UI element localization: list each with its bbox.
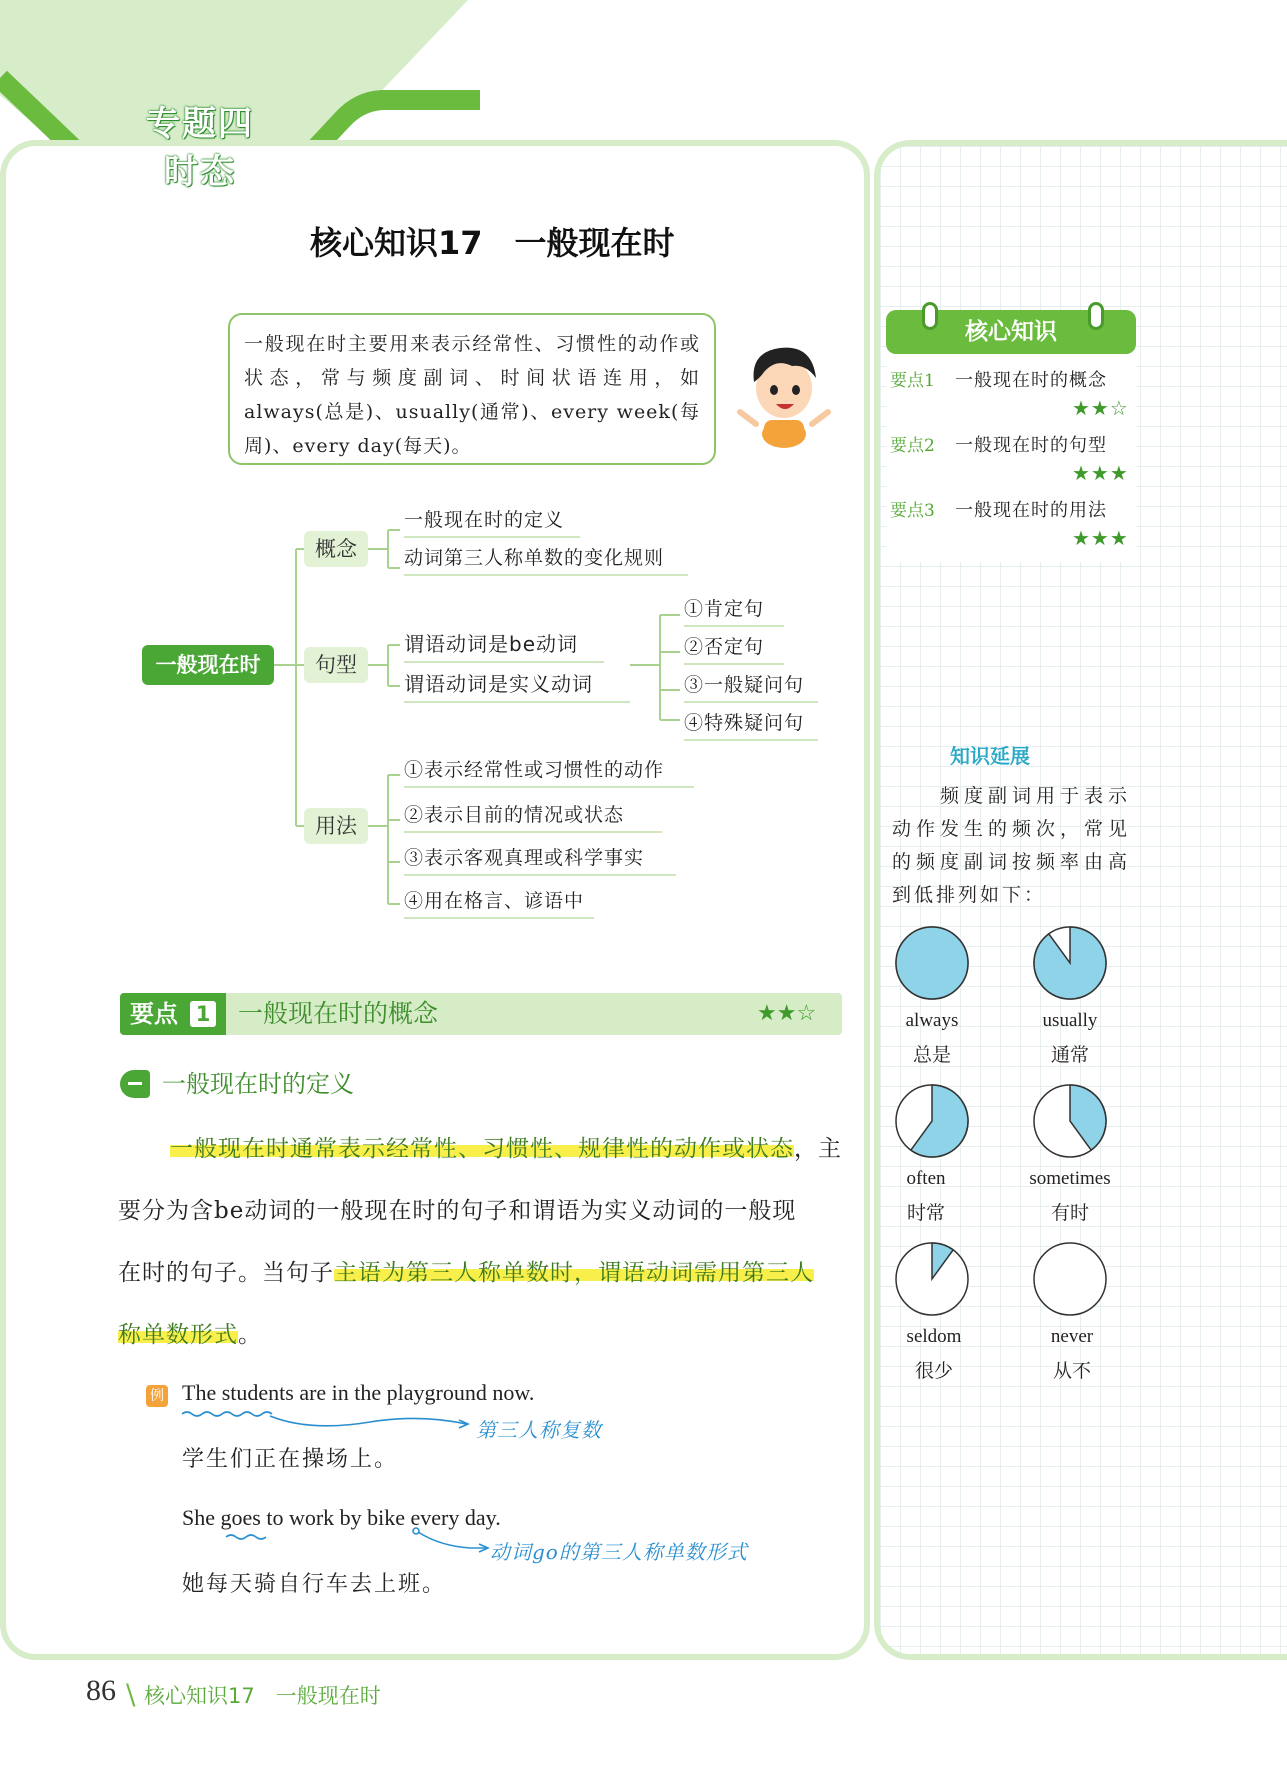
mindmap-leaf: ③表示客观真理或科学事实	[404, 843, 676, 876]
ring-icon	[922, 302, 938, 330]
example-1-note: 第三人称复数	[476, 1418, 602, 1442]
mindmap-leaf: ④用在格言、谚语中	[404, 886, 594, 919]
pie-sometimes	[1034, 1085, 1106, 1157]
subsection-title: 一般现在时的定义	[162, 1070, 354, 1098]
keypoint-text: 一般现在时的用法	[955, 500, 1107, 521]
adverb-zh: 很少	[914, 1360, 953, 1382]
adverb-en: never	[1050, 1326, 1094, 1347]
body-line-3	[118, 1254, 844, 1287]
body-text: 。	[238, 1322, 262, 1348]
section-title: 一般现在时的概念	[238, 999, 439, 1028]
body-line-2: 要分为含be动词的一般现在时的句子和谓语为实义动词的一般现	[118, 1198, 797, 1224]
highlight: 主语为第三人称单数时，谓语动词需用第三人	[334, 1260, 814, 1286]
section-tag: 要点	[120, 993, 226, 1035]
pie-never	[1034, 1243, 1106, 1315]
highlight: 称单数形式	[118, 1322, 238, 1348]
pie-seldom	[896, 1243, 968, 1315]
mindmap-branch-usage: 用法	[304, 808, 368, 844]
mindmap-branch-pattern: 句型	[304, 647, 368, 683]
star-rating: ★★☆	[1072, 396, 1129, 420]
adverb-en: always	[905, 1010, 959, 1031]
keypoint-text: 一般现在时的概念	[955, 370, 1107, 391]
intro-box: 一般现在时主要用来表示经常性、习惯性的动作或状态，常与频度副词、时间状语连用，如always(总是)、usually(通常)、every week(每周)、every day(每天)。	[228, 313, 716, 465]
mindmap-leaf: 谓语动词是be动词	[404, 628, 604, 663]
keypoint-label: 要点3	[890, 501, 935, 521]
subsection-dash	[128, 1082, 142, 1085]
example-annotations	[170, 1400, 550, 1560]
mindmap-subleaf: ②否定句	[684, 632, 784, 665]
keypoint-label: 要点2	[890, 436, 935, 456]
section-star-rating: ★★☆	[757, 1001, 817, 1026]
extension-title: 知识延展	[950, 744, 1030, 768]
star-rating: ★★★	[1072, 461, 1129, 485]
adverb-zh: 总是	[912, 1044, 951, 1066]
pie-slice	[896, 927, 968, 999]
page-title: 核心知识17 一般现在时	[310, 224, 675, 262]
pie-slice	[1034, 927, 1106, 999]
mindmap-leaf: ①表示经常性或习惯性的动作	[404, 755, 694, 788]
adverb-zh: 从不	[1052, 1360, 1091, 1382]
example-2-zh: 她每天骑自行车去上班。	[182, 1572, 447, 1597]
adverb-en: usually	[1042, 1010, 1098, 1031]
mindmap-subleaf: ①肯定句	[684, 594, 784, 627]
footer-title: 核心知识17 一般现在时	[144, 1684, 381, 1708]
pie-often	[896, 1085, 968, 1157]
adverb-zh: 通常	[1050, 1044, 1089, 1066]
example-2-note: 动词go的第三人称单数形式	[490, 1540, 748, 1564]
adverb-zh: 有时	[1050, 1202, 1089, 1224]
mindmap-leaf: 动词第三人称单数的变化规则	[404, 543, 688, 576]
example-2-en: She goes to work by bike every day.	[182, 1505, 501, 1530]
example-1-en: The students are in the playground now.	[182, 1380, 535, 1405]
adverb-en: seldom	[906, 1326, 962, 1347]
body-line-4	[118, 1316, 844, 1349]
section-bar	[120, 993, 842, 1035]
body-line-1	[170, 1130, 846, 1163]
keypoint-text: 一般现在时的句型	[955, 435, 1107, 456]
mindmap-connectors	[0, 0, 870, 930]
mindmap-leaf: 一般现在时的定义	[404, 505, 580, 538]
keypoint-label: 要点1	[890, 371, 935, 391]
body-text: ，主	[794, 1136, 842, 1162]
page-number: 86	[86, 1674, 116, 1707]
section-number: 1	[190, 1001, 216, 1027]
example-badge: 例	[146, 1385, 168, 1407]
footer-separator: \	[126, 1678, 136, 1711]
adverb-en: sometimes	[1029, 1168, 1111, 1189]
mindmap-leaf: ②表示目前的情况或状态	[404, 800, 662, 833]
topic-line-2: 时态	[164, 152, 236, 192]
adverb-zh: 时常	[906, 1202, 945, 1224]
mindmap-subleaf: ④特殊疑问句	[684, 708, 818, 741]
star-rating: ★★★	[1072, 526, 1129, 550]
mindmap-root: 一般现在时	[142, 645, 274, 685]
body-text: 在时的句子。当句子	[118, 1260, 334, 1286]
mindmap-subleaf: ③一般疑问句	[684, 670, 818, 703]
pie-usually	[1034, 927, 1106, 999]
ring-icon	[1088, 302, 1104, 330]
mindmap-branch-concept: 概念	[304, 531, 368, 567]
topic-line-1: 专题四	[146, 104, 254, 144]
pie-always	[896, 927, 968, 999]
frequency-pies	[880, 915, 1140, 1335]
adverb-en: often	[906, 1168, 946, 1189]
example-1-zh: 学生们正在操场上。	[182, 1447, 399, 1472]
extension-text: 频度副词用于表示动作发生的频次，常见的频度副词按频率由高到低排列如下：	[892, 785, 1130, 906]
core-knowledge-title: 核心知识	[886, 310, 1136, 354]
highlight: 一般现在时通常表示经常性、习惯性、规律性的动作或状态	[170, 1136, 794, 1162]
mindmap-leaf: 谓语动词是实义动词	[404, 668, 630, 703]
